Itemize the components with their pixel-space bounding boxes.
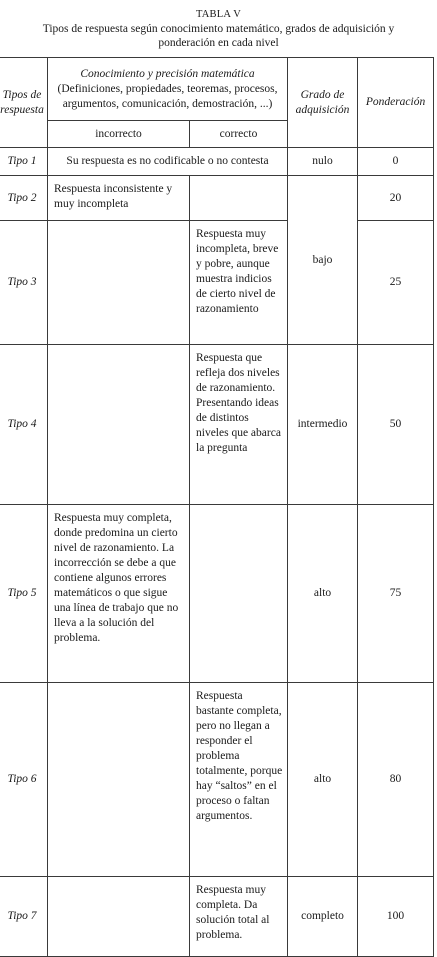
row-ponderacion: 50 [358,345,434,505]
header-conocimiento-title: Conocimiento y precisión matemática [80,67,255,80]
row-grado: intermedio [288,345,358,505]
table-row [0,148,434,176]
header-tipos: Tipos de respuesta [0,58,48,148]
row-incorrecto [48,345,190,505]
row-correcto [190,505,288,683]
row-ponderacion: 0 [358,148,434,176]
row-incorrecto [48,877,190,957]
row-tipo: Tipo 2 [0,176,48,221]
row-ponderacion: 25 [358,221,434,345]
row-correcto: Respuesta bastante completa, pero no llegan a responder el problema totalmente, porque hay “saltos” en el proceso o faltan argumentos. [190,683,288,877]
row-incorrecto [48,221,190,345]
row-tipo: Tipo 5 [0,505,48,683]
row-correcto: Respuesta muy incompleta, breve y pobre, aunque muestra indicios de cierto nivel de razonamiento [190,221,288,345]
header-conocimiento-detail: (Definiciones, propiedades, teoremas, procesos, argumentos, comunicación, demostración, ...) [57,82,278,110]
table-row [0,221,434,345]
row-tipo: Tipo 1 [0,148,48,176]
row-correcto [190,176,288,221]
table-row [0,877,434,957]
row-tipo: Tipo 7 [0,877,48,957]
row-incorrecto: Respuesta muy completa, donde predomina un cierto nivel de razonamiento. La incorrección se debe a que contiene algunos errores matemáticos o que sigue una línea de trabajo que no lleva a la solución del problema. [48,505,190,683]
row-ponderacion: 75 [358,505,434,683]
header-row [0,58,434,121]
header-grado: Grado de adquisición [288,58,358,148]
row-incorrecto: Respuesta inconsistente y muy incompleta [48,176,190,221]
row-tipo: Tipo 3 [0,221,48,345]
subheader-correcto: correcto [190,121,288,148]
row-correcto: Respuesta que refleja dos niveles de razonamiento. Presentando ideas de distintos niveles que abarca la pregunta [190,345,288,505]
table-row [0,505,434,683]
table-title: Tipos de respuesta según conocimiento matemático, grados de adquisición y ponderación en cada nivel [42,23,395,49]
row-tipo: Tipo 6 [0,683,48,877]
row-grado: alto [288,505,358,683]
row-ponderacion: 80 [358,683,434,877]
table-row [0,683,434,877]
subheader-incorrecto: incorrecto [48,121,190,148]
header-ponderacion: Ponderación [358,58,434,148]
table-row [0,176,434,221]
row-grado: alto [288,683,358,877]
row-grado: nulo [288,148,358,176]
table-caption [0,7,437,50]
row-tipo: Tipo 4 [0,345,48,505]
row-grado-bajo: bajo [288,176,358,345]
header-conocimiento [48,58,288,121]
row-ponderacion: 100 [358,877,434,957]
response-types-table [0,57,434,957]
row-grado: completo [288,877,358,957]
row-incorrecto [48,683,190,877]
row-correcto: Respuesta muy completa. Da solución total al problema. [190,877,288,957]
row-ponderacion: 20 [358,176,434,221]
table-number: TABLA V [196,9,241,20]
table-row [0,345,434,505]
row-merged-answer: Su respuesta es no codificable o no contesta [48,148,288,176]
